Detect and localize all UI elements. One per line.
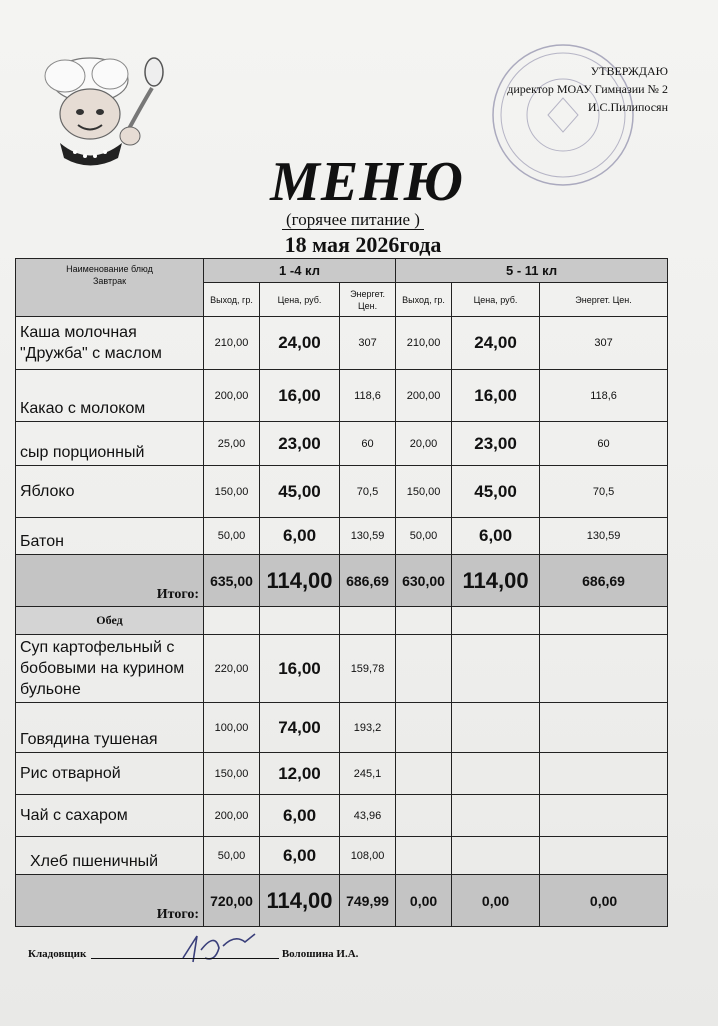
- total-energy-1: 749,99: [340, 875, 396, 927]
- subtitle-text: (горячее питание ): [282, 210, 424, 230]
- yield-2: 20,00: [396, 422, 452, 466]
- col-yield-2: Выход, гр.: [396, 283, 452, 317]
- dish-name: Рис отварной: [16, 753, 204, 795]
- empty-cell: [540, 837, 668, 875]
- energy-1: 70,5: [340, 466, 396, 518]
- energy-2: 307: [540, 317, 668, 370]
- energy-1: 108,00: [340, 837, 396, 875]
- yield-1: 50,00: [204, 837, 260, 875]
- price-1: 16,00: [260, 635, 340, 703]
- total-yield-1: 635,00: [204, 555, 260, 607]
- empty-cell: [396, 837, 452, 875]
- empty-cell: [396, 607, 452, 635]
- yield-1: 220,00: [204, 635, 260, 703]
- dish-name: Чай с сахаром: [16, 795, 204, 837]
- table-row: [16, 422, 668, 466]
- empty-cell: [452, 795, 540, 837]
- table-row: [16, 635, 668, 703]
- price-1: 74,00: [260, 703, 340, 753]
- energy-2: 70,5: [540, 466, 668, 518]
- yield-1: 25,00: [204, 422, 260, 466]
- total-label: Итого:: [16, 875, 204, 927]
- header-name: Наименование блюд: [66, 264, 153, 274]
- total-price-2: 114,00: [452, 555, 540, 607]
- price-2: 16,00: [452, 370, 540, 422]
- energy-2: 60: [540, 422, 668, 466]
- empty-cell: [452, 837, 540, 875]
- table-row: [16, 518, 668, 555]
- yield-1: 150,00: [204, 753, 260, 795]
- price-1: 16,00: [260, 370, 340, 422]
- page-title: МЕНЮ: [270, 151, 464, 213]
- total-yield-2: 630,00: [396, 555, 452, 607]
- total-price-1: 114,00: [260, 555, 340, 607]
- yield-1: 50,00: [204, 518, 260, 555]
- footer-name: Волошина И.А.: [281, 948, 359, 960]
- empty-cell: [452, 753, 540, 795]
- empty-cell: [540, 795, 668, 837]
- empty-cell: [540, 635, 668, 703]
- signature-line: [91, 958, 279, 959]
- price-1: 6,00: [260, 837, 340, 875]
- col-energy-1: Энергет. Цен.: [340, 283, 396, 317]
- total-energy-1: 686,69: [340, 555, 396, 607]
- yield-2: 50,00: [396, 518, 452, 555]
- yield-1: 200,00: [204, 795, 260, 837]
- table-row: [16, 753, 668, 795]
- empty-cell: [396, 635, 452, 703]
- price-2: 45,00: [452, 466, 540, 518]
- col-price-1: Цена, руб.: [260, 283, 340, 317]
- dish-name: Какао с молоком: [16, 370, 204, 422]
- col-price-2: Цена, руб.: [452, 283, 540, 317]
- energy-1: 245,1: [340, 753, 396, 795]
- col-yield-1: Выход, гр.: [204, 283, 260, 317]
- price-2: 24,00: [452, 317, 540, 370]
- yield-2: 150,00: [396, 466, 452, 518]
- yield-1: 100,00: [204, 703, 260, 753]
- header-dish-cell: [16, 259, 204, 317]
- table-row: [16, 466, 668, 518]
- energy-1: 130,59: [340, 518, 396, 555]
- empty-cell: [540, 607, 668, 635]
- dish-name: Говядина тушеная: [16, 703, 204, 753]
- footer-role: Кладовщик: [28, 948, 87, 960]
- breakfast-total-row: [16, 555, 668, 607]
- price-1: 24,00: [260, 317, 340, 370]
- table-row: [16, 703, 668, 753]
- lunch-section-row: [16, 607, 668, 635]
- empty-cell: [540, 703, 668, 753]
- table-row: [16, 837, 668, 875]
- menu-table: [15, 258, 668, 927]
- group-5-11-header: 5 - 11 кл: [396, 259, 668, 283]
- energy-1: 159,78: [340, 635, 396, 703]
- empty-cell: [452, 635, 540, 703]
- table-row: [16, 370, 668, 422]
- dish-name: Каша молочная "Дружба" с маслом: [16, 317, 204, 370]
- total-label: Итого:: [16, 555, 204, 607]
- empty-cell: [260, 607, 340, 635]
- empty-cell: [396, 703, 452, 753]
- page-subtitle: [0, 210, 712, 230]
- price-1: 12,00: [260, 753, 340, 795]
- empty-cell: [204, 607, 260, 635]
- yield-2: 210,00: [396, 317, 452, 370]
- empty-cell: [340, 607, 396, 635]
- energy-2: 130,59: [540, 518, 668, 555]
- price-1: 45,00: [260, 466, 340, 518]
- yield-1: 150,00: [204, 466, 260, 518]
- total-yield-1: 720,00: [204, 875, 260, 927]
- approval-line2: директор МОАУ Гимназии № 2: [507, 82, 668, 96]
- energy-1: 118,6: [340, 370, 396, 422]
- total-yield-2: 0,00: [396, 875, 452, 927]
- empty-cell: [540, 753, 668, 795]
- total-price-1: 114,00: [260, 875, 340, 927]
- total-energy-2: 686,69: [540, 555, 668, 607]
- approval-block: [507, 62, 668, 116]
- menu-date: 18 мая 2026года: [284, 232, 442, 257]
- empty-cell: [452, 703, 540, 753]
- total-energy-2: 0,00: [540, 875, 668, 927]
- lunch-total-row: [16, 875, 668, 927]
- dish-name: Яблоко: [16, 466, 204, 518]
- dish-name: Хлеб пшеничный: [16, 837, 204, 875]
- group-1-4-header: 1 -4 кл: [204, 259, 396, 283]
- price-1: 6,00: [260, 518, 340, 555]
- energy-1: 43,96: [340, 795, 396, 837]
- yield-2: 200,00: [396, 370, 452, 422]
- footer-signature-line: [28, 948, 358, 960]
- yield-1: 210,00: [204, 317, 260, 370]
- energy-1: 60: [340, 422, 396, 466]
- energy-1: 307: [340, 317, 396, 370]
- header-section-breakfast: Завтрак: [92, 276, 127, 286]
- price-2: 23,00: [452, 422, 540, 466]
- empty-cell: [396, 795, 452, 837]
- yield-1: 200,00: [204, 370, 260, 422]
- price-1: 6,00: [260, 795, 340, 837]
- total-price-2: 0,00: [452, 875, 540, 927]
- approval-line3: И.С.Пилипосян: [587, 100, 668, 114]
- empty-cell: [452, 607, 540, 635]
- energy-1: 193,2: [340, 703, 396, 753]
- dish-name: сыр порционный: [16, 422, 204, 466]
- energy-2: 118,6: [540, 370, 668, 422]
- empty-cell: [396, 753, 452, 795]
- dish-name: Суп картофельный с бобовыми на курином бульоне: [16, 635, 204, 703]
- price-1: 23,00: [260, 422, 340, 466]
- lunch-section-label: Обед: [16, 607, 204, 635]
- price-2: 6,00: [452, 518, 540, 555]
- col-energy-2: Энергет. Цен.: [540, 283, 668, 317]
- dish-name: Батон: [16, 518, 204, 555]
- table-row: [16, 795, 668, 837]
- approval-line1: УТВЕРЖДАЮ: [590, 64, 668, 78]
- table-row: [16, 317, 668, 370]
